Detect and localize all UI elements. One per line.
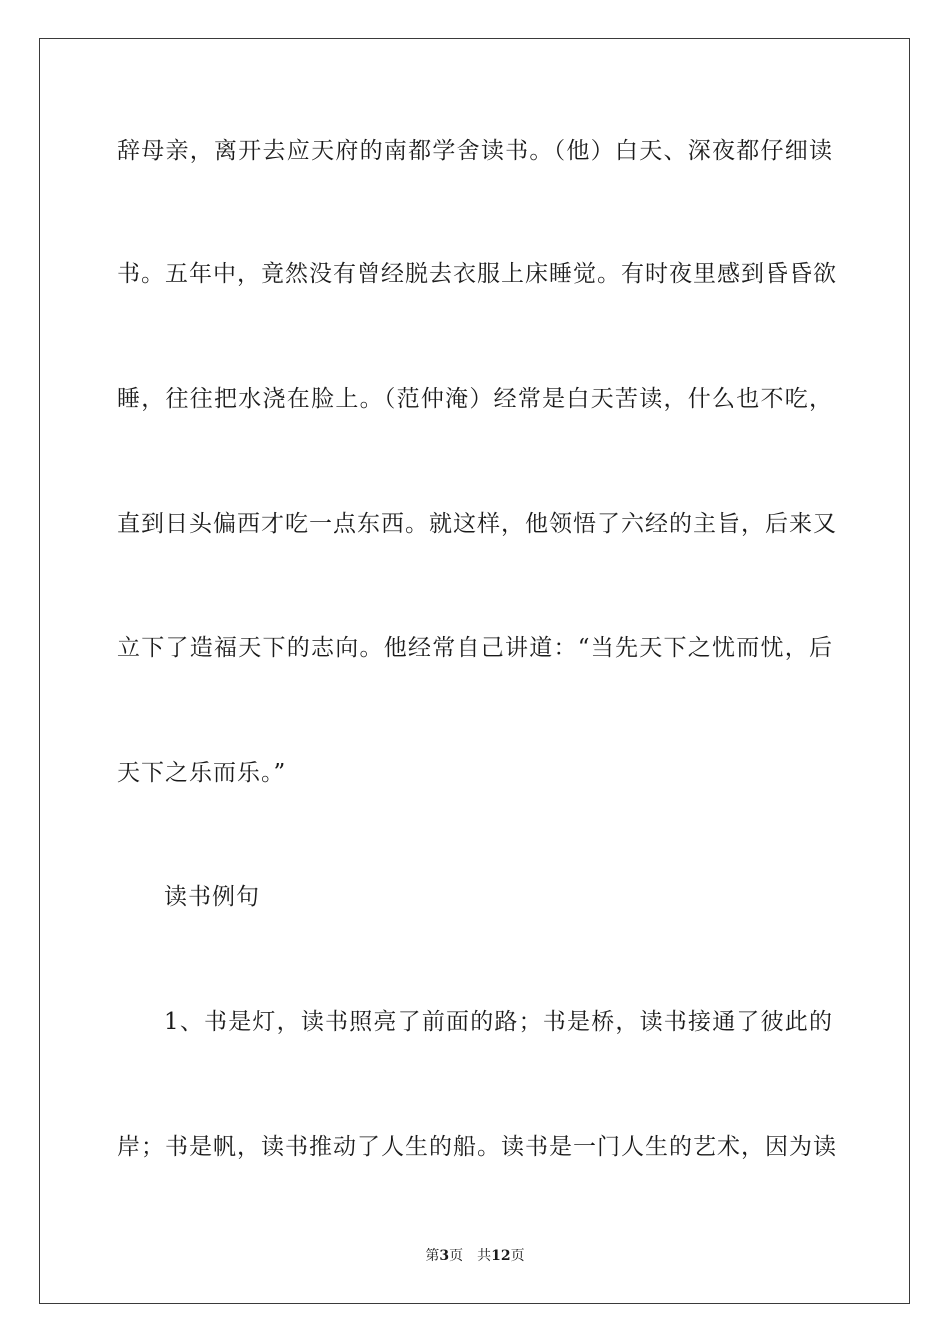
body-line-5: 立下了造福天下的志向。他经常自己讲道：“当先天下之忧而忧，后 [117,635,833,661]
body-line-2: 书。五年中，竟然没有曾经脱去衣服上床睡觉。有时夜里感到昏昏欲 [117,261,837,287]
page-footer [0,1246,950,1266]
total-prefix: 共 [477,1248,492,1264]
example-line-2: 岸；书是帆，读书推动了人生的船。读书是一门人生的艺术，因为读 [117,1134,837,1160]
total-pages: 12 [491,1248,511,1264]
page-suffix: 页 [449,1248,464,1264]
total-suffix: 页 [510,1248,525,1264]
body-line-4: 直到日头偏西才吃一点东西。就这样，他领悟了六经的主旨，后来又 [117,511,837,537]
body-line-3: 睡，往往把水浇在脸上。（范仲淹）经常是白天苦读，什么也不吃， [117,386,833,412]
section-heading: 读书例句 [164,884,260,910]
page-number: 3 [439,1248,450,1264]
body-line-1: 辞母亲，离开去应天府的南都学舍读书。（他）白天、深夜都仔细读 [117,138,833,164]
body-line-6: 天下之乐而乐。” [117,760,287,786]
page-prefix: 第 [425,1248,440,1264]
page-border [39,38,910,1304]
example-line-1: 1、书是灯，读书照亮了前面的路；书是桥，读书接通了彼此的 [164,1009,833,1035]
